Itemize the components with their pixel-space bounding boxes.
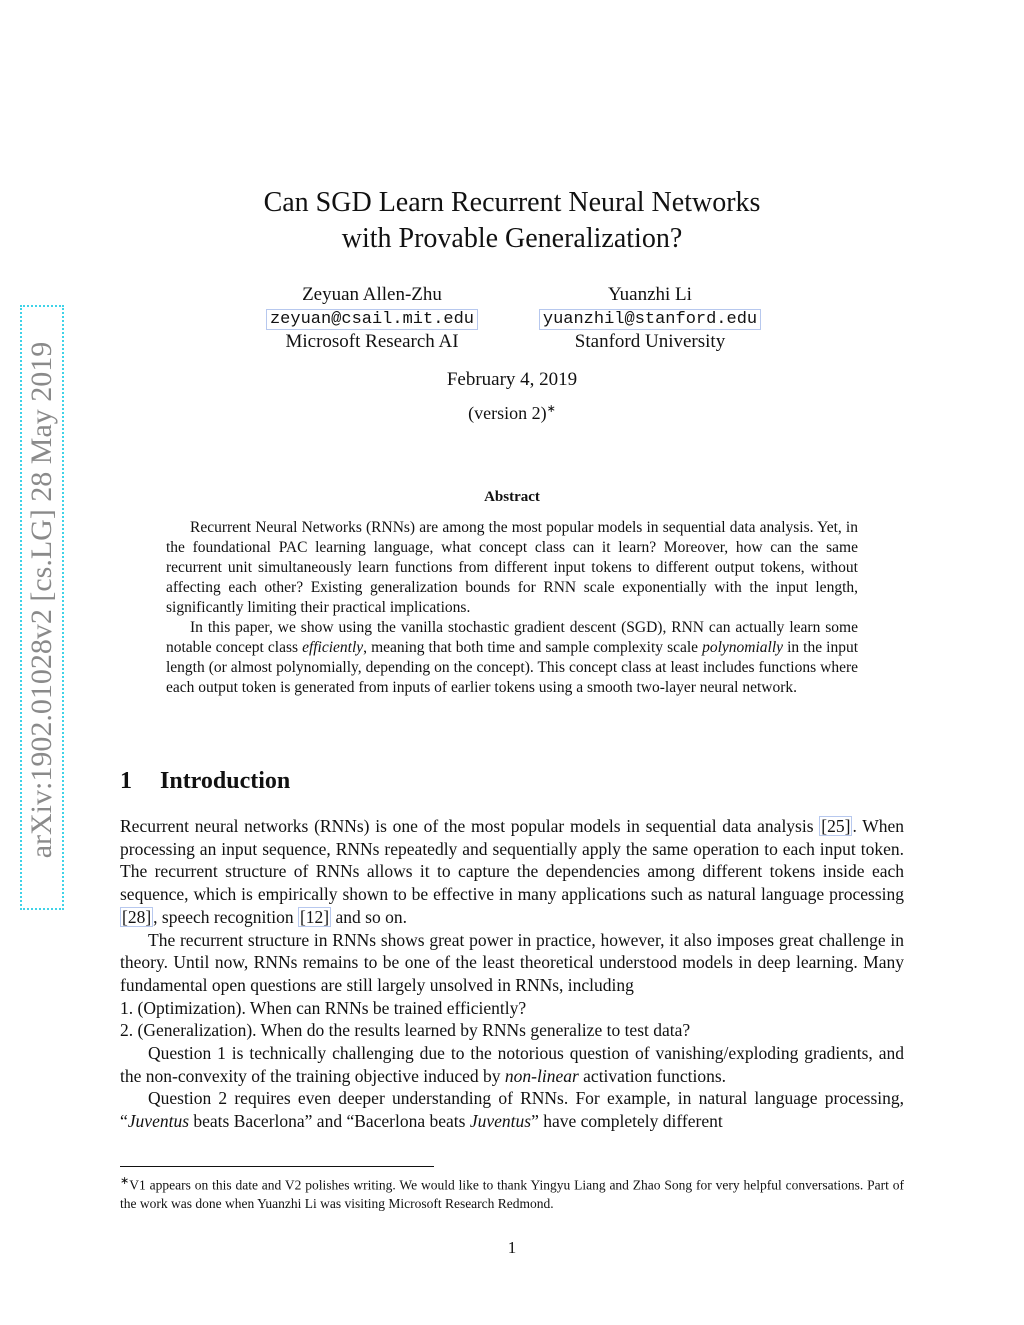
text-span: Recurrent neural networks (RNNs) is one of the most popular models in sequential data analysis [120,816,820,836]
text-span: in the input length (or almost polynomially, depending on the concept). This concept class at least includes functions where each output token is generated from inputs of earlier tokens using a smooth two-layer neural network. [166,639,858,696]
text-span: and so on. [331,906,407,927]
abstract-paragraph-1: Recurrent Neural Networks (RNNs) are among the most popular models in sequential data analysis. Yet, in the foundational PAC learning language, what concept class can it learn? Moreover, how can the same recurrent unit simultaneously learn functions from different input tokens to different output tokens, without affecting each other? Existing generalization bounds for RNN scale exponentially with the input length, significantly limiting their practical implications. [166,519,858,616]
paper-date: February 4, 2019 [446,369,578,390]
emphasis: polynomially [702,639,784,656]
footnote-rule [120,1166,434,1167]
author-affiliation: Stanford University [574,331,726,352]
text-span: ” have completely different [531,1111,723,1132]
author-email-link[interactable]: yuanzhil@stanford.edu [539,309,761,330]
text-span: activation functions. [578,1065,727,1086]
citation-link[interactable]: [25] [821,816,851,836]
title-line-1: Can SGD Learn Recurrent Neural Networks [263,187,761,218]
text-span: Question 2 requires even deeper understanding of RNNs. For example, in natural language processing, “ [120,1088,904,1132]
list-item-generalization: 2. (Generalization). When do the results learned by RNNs generalize to test data? [120,1020,691,1041]
section-number: 1 [120,768,132,794]
title-line-2: with Provable Generalization? [341,223,683,254]
author-email-link[interactable]: zeyuan@csail.mit.edu [266,309,478,330]
footnote [120,1172,904,1213]
author-name: Zeyuan Allen-Zhu [302,284,442,305]
paper-version [0,402,1024,424]
abstract-body [166,518,858,698]
citation-link[interactable]: [12] [299,906,330,927]
citation-link[interactable]: [28] [122,906,152,927]
emphasis: non-linear [504,1065,579,1086]
author-block-2 [510,283,790,353]
author-affiliation: Microsoft Research AI [285,331,459,352]
footnote-mark: ∗ [120,1175,130,1187]
body-paragraph-1 [120,815,904,929]
body-text [120,815,904,1133]
list-item-optimization: 1. (Optimization). When can RNNs be trained efficiently? [120,997,527,1018]
page-number: 1 [507,1238,517,1257]
abstract-paragraph-2 [166,618,858,698]
paper-title [0,185,1024,257]
section-title: Introduction [160,768,291,794]
version-footnote-mark[interactable]: ∗ [546,403,556,415]
body-paragraph-4 [120,1087,904,1132]
body-paragraph-2: The recurrent structure in RNNs shows great power in practice, however, it also imposes great challenge in theory. Until now, RNNs remains to be one of the least theoretical understood models in deep learning. Many fundamental open questions are still largely unsolved in RNNs, including [120,929,904,995]
text-span: , meaning that both time and sample complexity scale [363,639,703,656]
text-span: . When processing an input sequence, RNNs repeatedly and sequentially apply the same operation to each input token. The recurrent structure of RNNs allows it to capture the dependencies among different tokens inside each sequence, which is empirically shown to be effective in many applications such as natural language processing [120,816,905,905]
emphasis: efficiently [302,639,364,656]
emphasis: Juventus [469,1111,532,1132]
emphasis: Juventus [127,1111,190,1132]
text-span: In this paper, we show using the vanilla stochastic gradient descent (SGD), RNN can actually learn some notable concept class [166,619,858,656]
author-block-1 [232,283,512,353]
footnote-text: V1 appears on this date and V2 polishes writing. We would like to thank Yingyu Liang and Zhao Song for very helpful conversations. Part of the work was done when Yuanzhi Li was visiting Microsoft Research Redmond. [120,1177,904,1211]
abstract-heading: Abstract [484,489,540,505]
version-text: (version 2) [468,403,547,423]
arxiv-identifier[interactable]: arXiv:1902.01028v2 [cs.LG] 28 May 2019 [25,341,58,859]
section-heading [120,768,290,795]
body-paragraph-3 [120,1042,904,1087]
text-span: Question 1 is technically challenging due to the notorious question of vanishing/exploding gradients, and the non-convexity of the training objective induced by [120,1043,904,1086]
author-name: Yuanzhi Li [608,284,692,305]
text-span: , speech recognition [153,906,298,927]
text-span: beats Bacerlona” and “Bacerlona beats [189,1111,470,1132]
